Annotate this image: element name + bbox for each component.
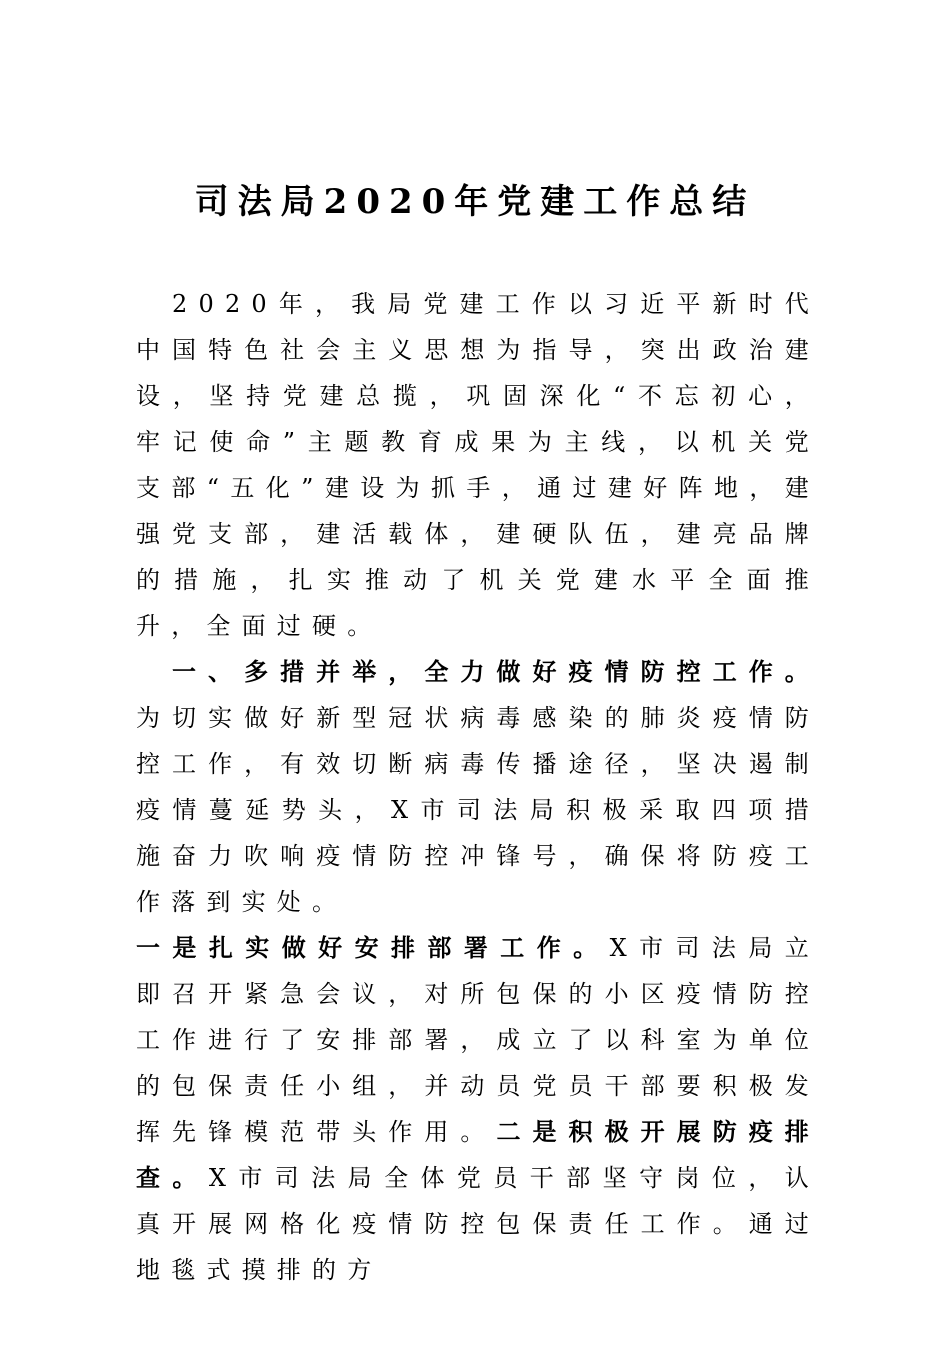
- point-2-text: X市司法局全体党员干部坚守岗位，认真开展网格化疫情防控包保责任工作。通过地毯式摸排的方: [136, 1164, 820, 1284]
- document-title: 司法局2020年党建工作总结: [194, 182, 756, 222]
- section-1-text: 为切实做好新型冠状病毒感染的肺炎疫情防控工作，有效切断病毒传播途径，坚决遏制疫情蔓延势头，X市司法局积极采取四项措施奋力吹响疫情防控冲锋号，确保将防疫工作落到实处。: [136, 704, 820, 916]
- point-1-heading: 一是扎实做好安排部署工作。: [136, 933, 610, 962]
- intro-paragraph: 2020年，我局党建工作以习近平新时代中国特色社会主义思想为指导，突出政治建设，坚持党建总揽，巩固深化“不忘初心，牢记使命”主题教育成果为主线，以机关党支部“五化”建设为抓手，通过建好阵地，建强党支部，建活载体，建硬队伍，建亮品牌的措施，扎实推动了机关党建水平全面推升，全面过硬。: [136, 290, 820, 640]
- point-1-text: X市司法局立即召开紧急会议，对所包保的小区疫情防控工作进行了安排部署，成立了以科室为单位的包保责任小组，并动员党员干部要积极发挥先锋模范带头作用。: [136, 934, 820, 1146]
- section-1-points: [136, 925, 820, 1293]
- document-body: [136, 281, 820, 1293]
- section-1-heading: 一、多措并举，全力做好疫情防控工作。: [172, 657, 820, 686]
- point-2-heading: 二是积极开展防疫排查。: [136, 1117, 820, 1192]
- section-1-paragraph: [136, 649, 820, 925]
